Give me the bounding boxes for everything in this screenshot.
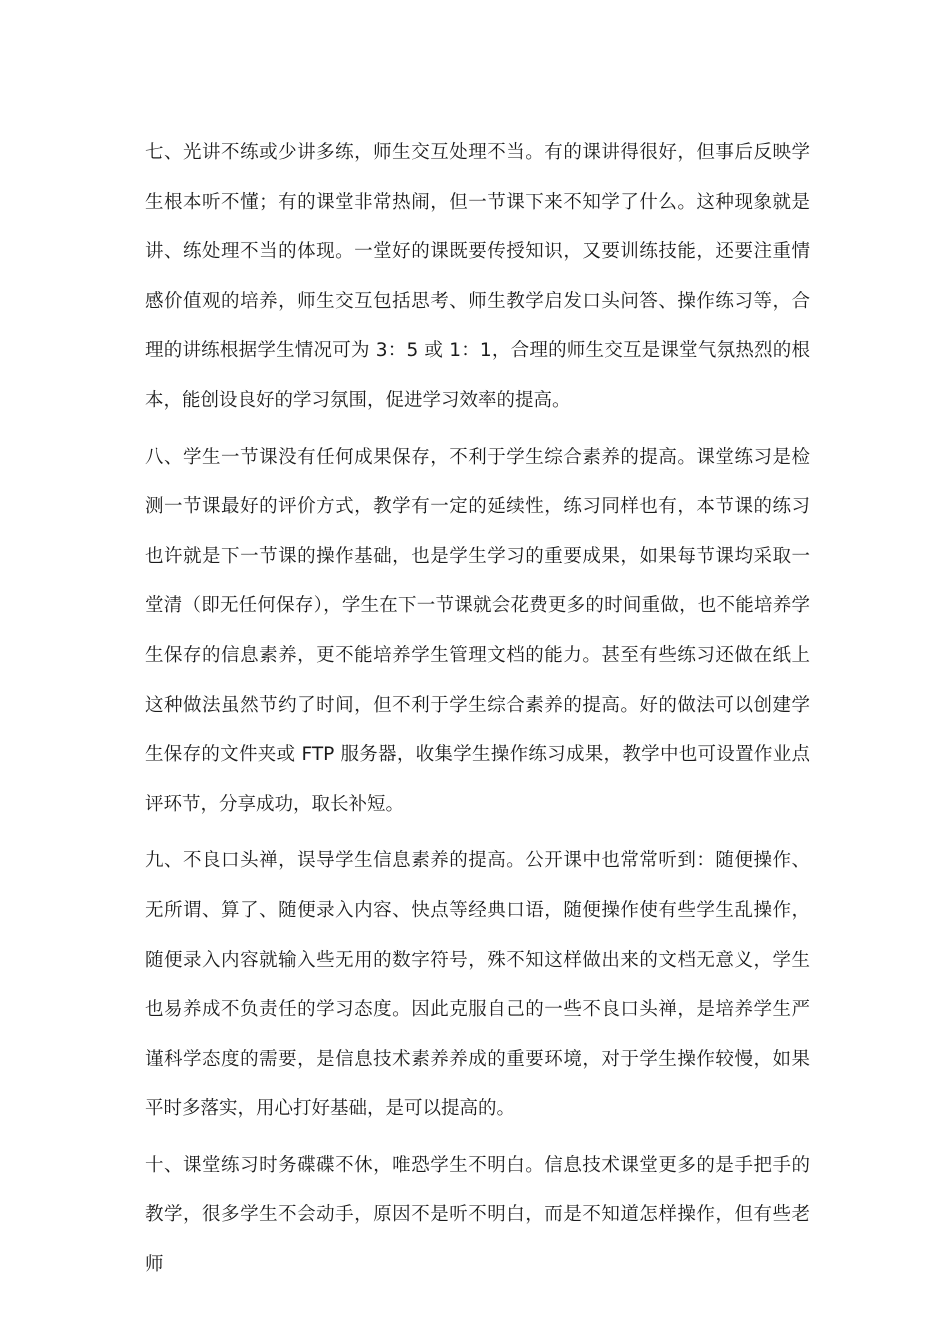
document-body [145,128,810,1297]
paragraph-ten: 十、课堂练习时务碟碟不休，唯恐学生不明白。信息技术课堂更多的是手把手的教学，很多学生不会动手，原因不是听不明白，而是不知道怎样操作，但有些老师 [145,1154,810,1276]
paragraph-nine: 九、不良口头禅，误导学生信息素养的提高。公开课中也常常听到：随便操作、无所谓、算了、随便录入内容、快点等经典口语，随便操作使有些学生乱操作，随便录入内容就输入些无用的数字符号，殊不知这样做出来的文档无意义，学生也易养成不负责任的学习态度。因此克服自己的一些不良口头禅，是培养学生严谨科学态度的需要，是信息技术素养养成的重要环境，对于学生操作较慢，如果平时多落实，用心打好基础，是可以提高的。 [145,850,810,1120]
paragraph-seven: 七、光讲不练或少讲多练，师生交互处理不当。有的课讲得很好，但事后反映学生根本听不懂；有的课堂非常热闹，但一节课下来不知学了什么。这种现象就是讲、练处理不当的体现。一堂好的课既要传授知识，又要训练技能，还要注重情感价值观的培养，师生交互包括思考、师生教学启发口头问答、操作练习等，合理的讲练根据学生情况可为 3：5 或 1：1，合理的师生交互是课堂气氛热烈的根本，能创设良好的学习氛围，促进学习效率的提高。 [145,142,810,411]
paragraph-eight: 八、学生一节课没有任何成果保存，不利于学生综合素养的提高。课堂练习是检测一节课最好的评价方式，教学有一定的延续性，练习同样也有，本节课的练习也许就是下一节课的操作基础，也是学生学习的重要成果，如果每节课均采取一堂清（即无任何保存），学生在下一节课就会花费更多的时间重做，也不能培养学生保存的信息素养，更不能培养学生管理文档的能力。甚至有些练习还做在纸上这种做法虽然节约了时间，但不利于学生综合素养的提高。好的做法可以创建学生保存的文件夹或 FTP 服务器，收集学生操作练习成果，教学中也可设置作业点评环节，分享成功，取长补短。 [145,446,810,815]
